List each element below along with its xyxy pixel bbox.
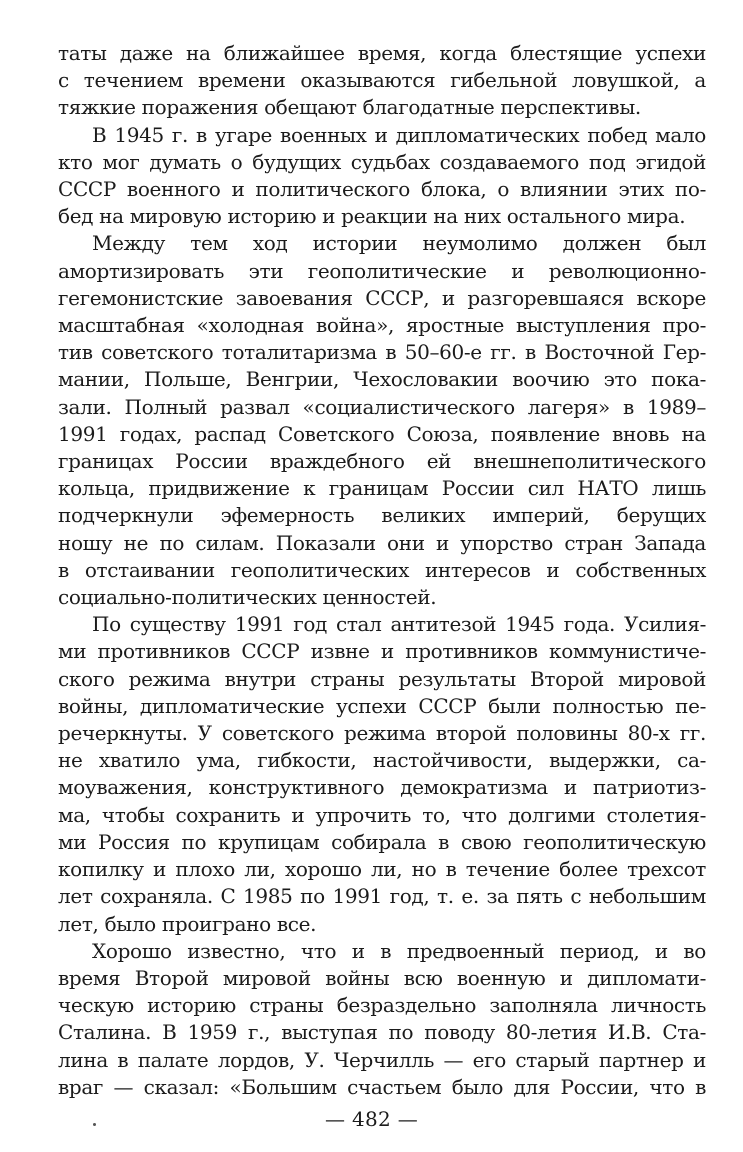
paragraph <box>58 938 706 1101</box>
text-line: ми противников СССР извне и противников коммунистиче- <box>58 639 706 664</box>
text-line: Сталина. В 1959 г., выступая по поводу 80-летия И.В. Ста- <box>58 1020 706 1045</box>
text-line: границах России враждебного ей внешнеполитического <box>58 449 706 474</box>
text-line: кто мог думать о будущих судьбах создаваемого под эгидой <box>58 149 706 174</box>
text-line: войны, дипломатические успехи СССР были полностью пе- <box>58 693 706 718</box>
text-line: лет, было проиграно все. <box>58 911 317 936</box>
text-line: кольца, придвижение к границам России сил НАТО лишь <box>58 476 706 501</box>
text-body <box>58 40 706 1101</box>
text-line: речеркнуты. У советского режима второй половины 80-х гг. <box>58 721 706 746</box>
text-line: в отстаивании геополитических интересов и собственных <box>58 557 706 582</box>
text-line: подчеркнули эфемерность великих империй, берущих <box>58 503 706 528</box>
text-line: ношу не по силам. Показали они и упорство стран Запада <box>58 530 706 555</box>
text-line: 1991 годах, распад Советского Союза, появление вновь на <box>58 421 706 446</box>
text-line: СССР военного и политического блока, о влиянии этих по- <box>58 177 706 202</box>
text-line: ми Россия по крупицам собирала в свою геополитическую <box>58 829 706 854</box>
text-line: ского режима внутри страны результаты Второй мировой <box>58 666 706 691</box>
page-number: — 482 — <box>325 1107 418 1131</box>
text-line: тив советского тоталитаризма в 50–60-е гг. в Восточной Гер- <box>58 340 706 365</box>
text-line: копилку и плохо ли, хорошо ли, но в течение более трехсот <box>58 857 706 882</box>
text-line: масштабная «холодная война», яростные выступления про- <box>58 313 706 338</box>
text-line: тяжкие поражения обещают благодатные перспективы. <box>58 95 641 120</box>
text-line: В 1945 г. в угаре военных и дипломатических побед мало <box>92 122 706 147</box>
text-line: таты даже на ближайшее время, когда блестящие успехи <box>58 41 706 65</box>
text-line: враг — сказал: «Большим счастьем было для России, что в <box>58 1074 706 1099</box>
text-line: лет сохраняла. С 1985 по 1991 год, т. е. за пять с небольшим <box>58 884 706 909</box>
text-line: бед на мировую историю и реакции на них остального мира. <box>58 204 686 229</box>
text-line: ческую историю страны безраздельно заполняла личность <box>58 993 706 1018</box>
text-line: По существу 1991 год стал антитезой 1945 года. Усилия- <box>92 612 706 637</box>
paragraph <box>58 122 706 231</box>
text-line: моуважения, конструктивного демократизма и патриотиз- <box>58 775 706 800</box>
paragraph <box>58 611 706 937</box>
text-line: Хорошо известно, что и в предвоенный период, и во <box>92 938 706 963</box>
text-line: с течением времени оказываются гибельной ловушкой, а <box>58 68 706 93</box>
page-body <box>58 40 706 1101</box>
text-line: гегемонистские завоевания СССР, и разгоревшаяся вскоре <box>58 285 706 310</box>
text-line: время Второй мировой войны всю военную и дипломати- <box>58 965 706 990</box>
text-line: лина в палате лордов, У. Черчилль — его старый партнер и <box>58 1047 706 1072</box>
text-line: ма, чтобы сохранить и упрочить то, что долгими столетия- <box>58 802 706 827</box>
text-line: амортизировать эти геополитические и революционно- <box>58 258 706 283</box>
paragraph <box>58 40 706 122</box>
text-line: Между тем ход истории неумолимо должен был <box>92 231 706 256</box>
paragraph <box>58 230 706 611</box>
text-line: социально-политических ценностей. <box>58 585 437 610</box>
text-line: мании, Польше, Венгрии, Чехословакии воочию это пока- <box>58 367 706 392</box>
text-line: не хватило ума, гибкости, настойчивости, выдержки, са- <box>58 748 706 773</box>
text-line: зали. Полный развал «социалистического лагеря» в 1989– <box>58 394 706 419</box>
